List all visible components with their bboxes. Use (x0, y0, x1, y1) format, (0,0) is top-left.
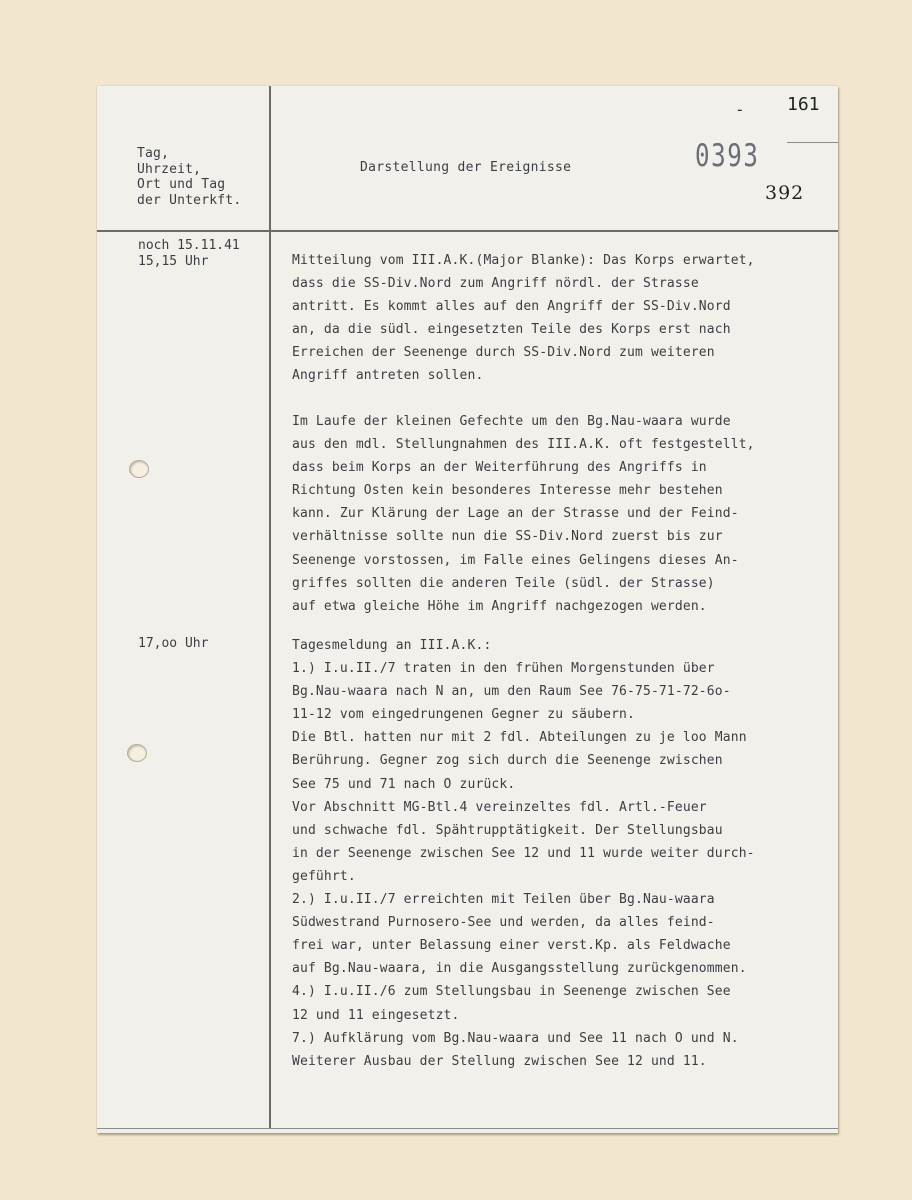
entry-text: Mitteilung vom III.A.K.(Major Blanke): Das Korps erwartet, dass die SS-Div.Nord zum Angriff nördl. der Strasse antritt. Es kommt alles auf den Angriff der SS-Div.Nord an, da die südl. eingesetzten Teile des Korps erst nach Erreichen der Seenenge durch SS-Div.Nord zum weiteren Angriff antreten sollen. (292, 253, 755, 384)
folio-number-top: 161 (787, 94, 820, 115)
folio-number-handwritten: 392 (765, 182, 805, 204)
bottom-rule (97, 1128, 838, 1129)
entry-text: Tagesmeldung an III.A.K.: 1.) I.u.II./7 traten in den frühen Morgenstunden über Bg.Nau-waara nach N an, um den Raum See 76-75-71-72-6o- 11-12 vom eingedrungenen Gegner zu säubern. Die Btl. hatten nur mit 2 fdl. Abteilungen zu je loo Mann Berührung. Gegner zog sich durch die Seenenge zwischen See 75 und 71 nach O zurück. Vor Abschnitt MG-Btl.4 vereinzeltes fdl. Artl.-Feuer und schwache fdl. Spähtrupptätigkeit. Der Stellungsbau in der Seenenge zwischen See 12 und 11 wurde weiter durch- geführt. 2.) I.u.II./7 erreichten mit Teilen über Bg.Nau-waara Südwestrand Purnosero-See und werden, da alles feind- frei war, unter Belassung einer verst.Kp. als Feldwache auf Bg.Nau-waara, in die Ausgangsstellung zurückgenommen. 4.) I.u.II./6 zum Stellungsbau in Seenenge zwischen See 12 und 11 eingesetzt. 7.) Aufklärung vom Bg.Nau-waara und See 11 nach O und N. Weiterer Ausbau der Stellung zwischen See 12 und 11. (292, 638, 755, 1069)
folio-dash: - (735, 100, 745, 119)
punch-hole (127, 744, 147, 762)
entry-date: 17,oo Uhr (138, 636, 209, 651)
folio-underline (787, 142, 838, 143)
header-center-label: Darstellung der Ereignisse (360, 160, 572, 175)
entry-date: noch 15.11.41 15,15 Uhr (138, 238, 240, 269)
column-divider (269, 86, 271, 1129)
document-page (97, 86, 838, 1133)
header-divider (97, 230, 838, 232)
header-left-label: Tag, Uhrzeit, Ort und Tag der Unterkft. (137, 146, 242, 208)
entry-text: Im Laufe der kleinen Gefechte um den Bg.Nau-waara wurde aus den mdl. Stellungnahmen des III.A.K. oft festgestellt, dass beim Korps an der Weiterführung des Angriffs in Richtung Osten kein besonderes Interesse mehr bestehen kann. Zur Klärung der Lage an der Strasse und der Feind- verhältnisse sollte nun die SS-Div.Nord zuerst bis zur Seenenge vorstossen, im Falle eines Gelingens dieses An- griffes sollten die anderen Teile (südl. der Strasse) auf etwa gleiche Höhe im Angriff nachgezogen werden. (292, 414, 755, 614)
punch-hole (129, 460, 149, 478)
folio-stamp: 0393 (695, 138, 760, 174)
